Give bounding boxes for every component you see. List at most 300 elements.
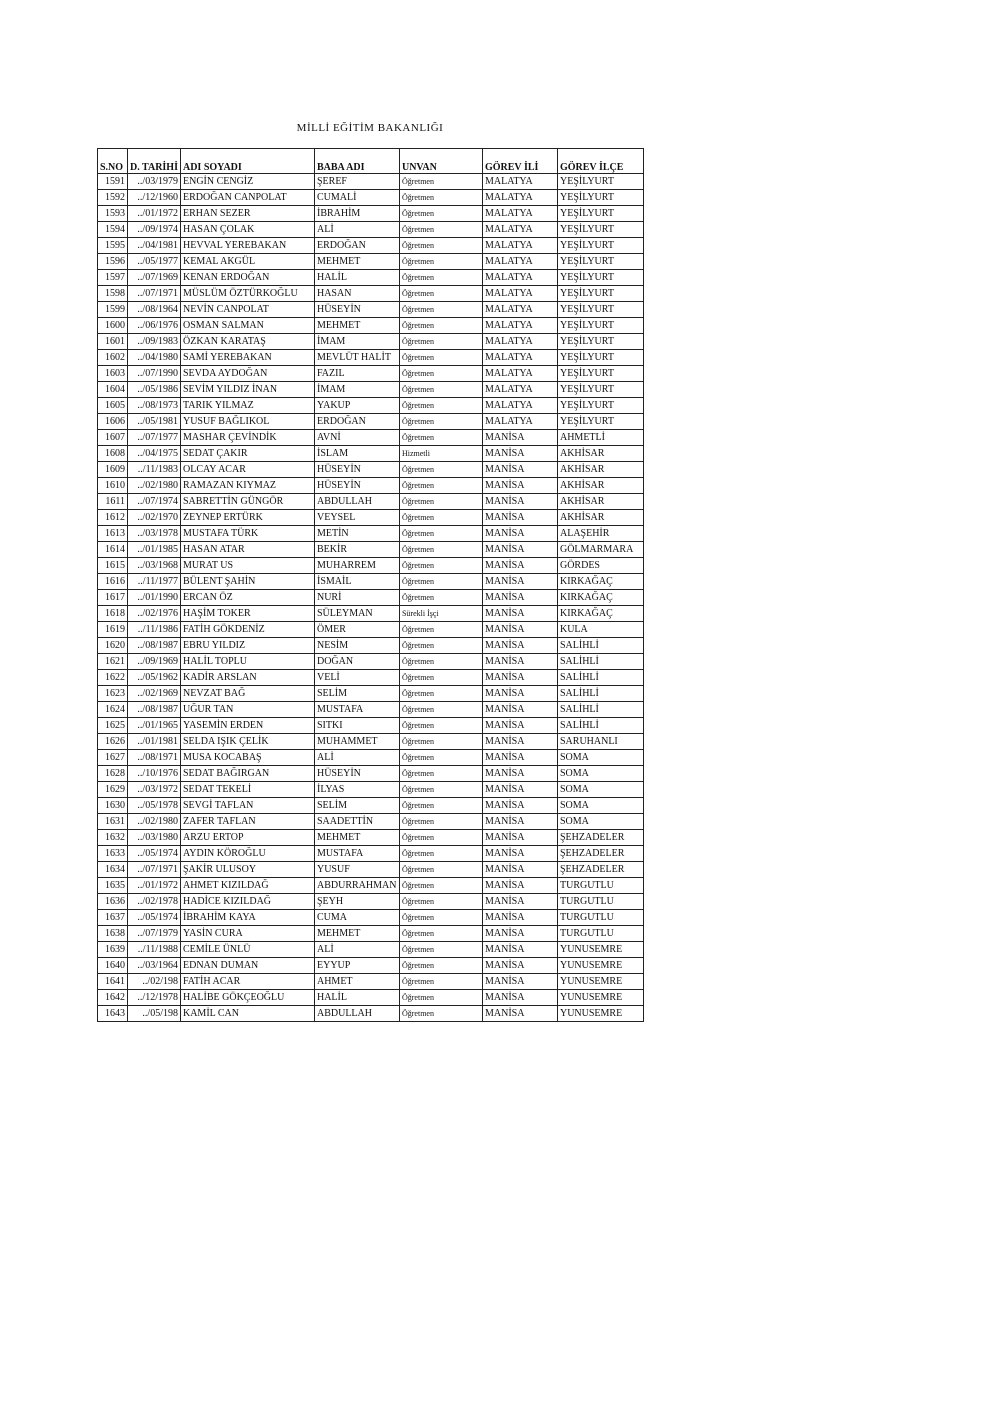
row-birth-date: ../08/1973 bbox=[128, 398, 181, 414]
row-title: Öğretmen bbox=[399, 286, 482, 302]
row-province: MANİSA bbox=[482, 622, 557, 638]
row-province: MANİSA bbox=[482, 878, 557, 894]
row-district: YUNUSEMRE bbox=[557, 942, 643, 958]
table-row bbox=[98, 702, 644, 718]
row-province: MANİSA bbox=[482, 478, 557, 494]
row-birth-date: ../05/198 bbox=[128, 1006, 181, 1022]
row-birth-date: ../11/1986 bbox=[128, 622, 181, 638]
row-father-name: MUHARREM bbox=[314, 558, 399, 574]
row-father-name: ALİ bbox=[314, 750, 399, 766]
table-row bbox=[98, 478, 644, 494]
row-full-name: HALİL TOPLU bbox=[180, 654, 314, 670]
row-district: ALAŞEHİR bbox=[557, 526, 643, 542]
row-full-name: SEVGİ TAFLAN bbox=[180, 798, 314, 814]
table-row bbox=[98, 430, 644, 446]
row-full-name: SEVDA AYDOĞAN bbox=[180, 366, 314, 382]
table-row bbox=[98, 222, 644, 238]
table-row bbox=[98, 894, 644, 910]
row-sno: 1624 bbox=[98, 702, 128, 718]
row-full-name: FATİH ACAR bbox=[180, 974, 314, 990]
row-sno: 1613 bbox=[98, 526, 128, 542]
row-title: Öğretmen bbox=[399, 750, 482, 766]
row-father-name: SITKI bbox=[314, 718, 399, 734]
row-birth-date: ../01/1972 bbox=[128, 206, 181, 222]
row-title: Öğretmen bbox=[399, 318, 482, 334]
row-sno: 1643 bbox=[98, 1006, 128, 1022]
row-district: YEŞİLYURT bbox=[557, 238, 643, 254]
row-birth-date: ../05/1974 bbox=[128, 910, 181, 926]
row-title: Öğretmen bbox=[399, 174, 482, 190]
row-title: Öğretmen bbox=[399, 590, 482, 606]
row-father-name: İMAM bbox=[314, 334, 399, 350]
row-father-name: NESİM bbox=[314, 638, 399, 654]
row-father-name: MEHMET bbox=[314, 926, 399, 942]
row-birth-date: ../02/1980 bbox=[128, 478, 181, 494]
row-district: SALİHLİ bbox=[557, 686, 643, 702]
row-title: Öğretmen bbox=[399, 622, 482, 638]
row-province: MALATYA bbox=[482, 238, 557, 254]
row-birth-date: ../05/1977 bbox=[128, 254, 181, 270]
table-row bbox=[98, 302, 644, 318]
row-father-name: AHMET bbox=[314, 974, 399, 990]
row-province: MANİSA bbox=[482, 606, 557, 622]
row-title: Öğretmen bbox=[399, 654, 482, 670]
row-birth-date: ../12/1978 bbox=[128, 990, 181, 1006]
row-title: Öğretmen bbox=[399, 990, 482, 1006]
table-row bbox=[98, 286, 644, 302]
row-province: MANİSA bbox=[482, 766, 557, 782]
personnel-table bbox=[97, 148, 644, 1022]
row-father-name: DOĞAN bbox=[314, 654, 399, 670]
row-full-name: ERDOĞAN CANPOLAT bbox=[180, 190, 314, 206]
row-birth-date: ../07/1969 bbox=[128, 270, 181, 286]
row-full-name: SEDAT TEKELİ bbox=[180, 782, 314, 798]
row-sno: 1595 bbox=[98, 238, 128, 254]
row-father-name: SÜLEYMAN bbox=[314, 606, 399, 622]
row-father-name: VELİ bbox=[314, 670, 399, 686]
row-sno: 1642 bbox=[98, 990, 128, 1006]
row-sno: 1592 bbox=[98, 190, 128, 206]
row-province: MANİSA bbox=[482, 494, 557, 510]
table-row bbox=[98, 734, 644, 750]
row-full-name: RAMAZAN KIYMAZ bbox=[180, 478, 314, 494]
row-father-name: SAADETTİN bbox=[314, 814, 399, 830]
row-district: YEŞİLYURT bbox=[557, 174, 643, 190]
row-province: MANİSA bbox=[482, 814, 557, 830]
row-sno: 1616 bbox=[98, 574, 128, 590]
row-birth-date: ../10/1976 bbox=[128, 766, 181, 782]
row-birth-date: ../05/1981 bbox=[128, 414, 181, 430]
row-sno: 1603 bbox=[98, 366, 128, 382]
row-father-name: ŞEYH bbox=[314, 894, 399, 910]
row-full-name: KEMAL AKGÜL bbox=[180, 254, 314, 270]
row-title: Öğretmen bbox=[399, 254, 482, 270]
row-birth-date: ../03/1972 bbox=[128, 782, 181, 798]
row-sno: 1632 bbox=[98, 830, 128, 846]
row-title: Öğretmen bbox=[399, 670, 482, 686]
header-full-name: ADI SOYADI bbox=[180, 149, 314, 174]
row-title: Öğretmen bbox=[399, 302, 482, 318]
row-title: Öğretmen bbox=[399, 830, 482, 846]
table-row bbox=[98, 350, 644, 366]
row-father-name: SELİM bbox=[314, 686, 399, 702]
row-district: SOMA bbox=[557, 766, 643, 782]
row-district: AKHİSAR bbox=[557, 478, 643, 494]
row-full-name: HALİBE GÖKÇEOĞLU bbox=[180, 990, 314, 1006]
table-row bbox=[98, 462, 644, 478]
row-province: MANİSA bbox=[482, 1006, 557, 1022]
row-sno: 1637 bbox=[98, 910, 128, 926]
row-district: YUNUSEMRE bbox=[557, 1006, 643, 1022]
row-sno: 1607 bbox=[98, 430, 128, 446]
row-district: TURGUTLU bbox=[557, 878, 643, 894]
row-father-name: AVNİ bbox=[314, 430, 399, 446]
row-birth-date: ../07/1974 bbox=[128, 494, 181, 510]
row-district: YUNUSEMRE bbox=[557, 990, 643, 1006]
table-row bbox=[98, 622, 644, 638]
row-sno: 1599 bbox=[98, 302, 128, 318]
row-sno: 1622 bbox=[98, 670, 128, 686]
row-father-name: ABDURRAHMAN bbox=[314, 878, 399, 894]
table-row bbox=[98, 494, 644, 510]
row-district: YEŞİLYURT bbox=[557, 318, 643, 334]
row-full-name: EBRU YILDIZ bbox=[180, 638, 314, 654]
row-title: Öğretmen bbox=[399, 734, 482, 750]
row-district: SALİHLİ bbox=[557, 670, 643, 686]
row-title: Öğretmen bbox=[399, 366, 482, 382]
row-province: MALATYA bbox=[482, 222, 557, 238]
row-full-name: NEVİN CANPOLAT bbox=[180, 302, 314, 318]
row-birth-date: ../07/1971 bbox=[128, 286, 181, 302]
row-district: ŞEHZADELER bbox=[557, 862, 643, 878]
row-sno: 1606 bbox=[98, 414, 128, 430]
row-birth-date: ../08/1964 bbox=[128, 302, 181, 318]
row-birth-date: ../07/1979 bbox=[128, 926, 181, 942]
row-father-name: MUSTAFA bbox=[314, 702, 399, 718]
row-title: Öğretmen bbox=[399, 910, 482, 926]
row-province: MANİSA bbox=[482, 798, 557, 814]
row-birth-date: ../01/1985 bbox=[128, 542, 181, 558]
row-father-name: HÜSEYİN bbox=[314, 766, 399, 782]
row-district: SOMA bbox=[557, 750, 643, 766]
row-birth-date: ../04/1975 bbox=[128, 446, 181, 462]
table-row bbox=[98, 510, 644, 526]
row-birth-date: ../07/1990 bbox=[128, 366, 181, 382]
row-province: MALATYA bbox=[482, 302, 557, 318]
row-title: Öğretmen bbox=[399, 782, 482, 798]
row-full-name: MURAT US bbox=[180, 558, 314, 574]
row-title: Öğretmen bbox=[399, 542, 482, 558]
row-sno: 1611 bbox=[98, 494, 128, 510]
row-birth-date: ../03/1978 bbox=[128, 526, 181, 542]
row-district: YEŞİLYURT bbox=[557, 222, 643, 238]
table-row bbox=[98, 606, 644, 622]
row-full-name: İBRAHİM KAYA bbox=[180, 910, 314, 926]
row-birth-date: ../05/1986 bbox=[128, 382, 181, 398]
row-birth-date: ../02/1976 bbox=[128, 606, 181, 622]
row-title: Öğretmen bbox=[399, 270, 482, 286]
table-row bbox=[98, 558, 644, 574]
row-full-name: ENGİN CENGİZ bbox=[180, 174, 314, 190]
table-row bbox=[98, 318, 644, 334]
row-sno: 1630 bbox=[98, 798, 128, 814]
row-district: SALİHLİ bbox=[557, 702, 643, 718]
row-title: Öğretmen bbox=[399, 942, 482, 958]
row-father-name: HÜSEYİN bbox=[314, 462, 399, 478]
row-province: MANİSA bbox=[482, 558, 557, 574]
row-district: SALİHLİ bbox=[557, 638, 643, 654]
row-province: MANİSA bbox=[482, 718, 557, 734]
row-district: TURGUTLU bbox=[557, 894, 643, 910]
header-birth-date: D. TARİHİ bbox=[128, 149, 181, 174]
row-full-name: KADİR ARSLAN bbox=[180, 670, 314, 686]
row-sno: 1634 bbox=[98, 862, 128, 878]
row-province: MANİSA bbox=[482, 910, 557, 926]
row-full-name: BÜLENT ŞAHİN bbox=[180, 574, 314, 590]
row-district: AHMETLİ bbox=[557, 430, 643, 446]
row-father-name: MUHAMMET bbox=[314, 734, 399, 750]
row-province: MALATYA bbox=[482, 382, 557, 398]
row-father-name: MUSTAFA bbox=[314, 846, 399, 862]
row-father-name: İSLAM bbox=[314, 446, 399, 462]
row-province: MANİSA bbox=[482, 462, 557, 478]
row-birth-date: ../04/1980 bbox=[128, 350, 181, 366]
table-row bbox=[98, 958, 644, 974]
row-province: MANİSA bbox=[482, 542, 557, 558]
row-province: MALATYA bbox=[482, 334, 557, 350]
row-sno: 1635 bbox=[98, 878, 128, 894]
row-district: SOMA bbox=[557, 798, 643, 814]
table-row bbox=[98, 414, 644, 430]
table-row bbox=[98, 654, 644, 670]
row-sno: 1627 bbox=[98, 750, 128, 766]
row-father-name: METİN bbox=[314, 526, 399, 542]
row-sno: 1593 bbox=[98, 206, 128, 222]
row-father-name: MEHMET bbox=[314, 254, 399, 270]
row-province: MANİSA bbox=[482, 926, 557, 942]
row-sno: 1614 bbox=[98, 542, 128, 558]
row-full-name: ZEYNEP ERTÜRK bbox=[180, 510, 314, 526]
row-father-name: ÖMER bbox=[314, 622, 399, 638]
header-father-name: BABA ADI bbox=[314, 149, 399, 174]
row-district: YEŞİLYURT bbox=[557, 190, 643, 206]
row-district: KIRKAĞAÇ bbox=[557, 606, 643, 622]
row-full-name: MÜSLÜM ÖZTÜRKOĞLU bbox=[180, 286, 314, 302]
row-province: MANİSA bbox=[482, 526, 557, 542]
row-title: Öğretmen bbox=[399, 814, 482, 830]
header-district: GÖREV İLÇE bbox=[557, 149, 643, 174]
row-title: Öğretmen bbox=[399, 638, 482, 654]
row-sno: 1612 bbox=[98, 510, 128, 526]
row-full-name: ŞAKİR ULUSOY bbox=[180, 862, 314, 878]
row-birth-date: ../06/1976 bbox=[128, 318, 181, 334]
row-district: GÖRDES bbox=[557, 558, 643, 574]
row-district: KIRKAĞAÇ bbox=[557, 574, 643, 590]
row-district: YEŞİLYURT bbox=[557, 414, 643, 430]
row-province: MANİSA bbox=[482, 446, 557, 462]
table-row bbox=[98, 862, 644, 878]
row-father-name: MEVLÜT HALİT bbox=[314, 350, 399, 366]
row-full-name: YASEMİN ERDEN bbox=[180, 718, 314, 734]
row-district: YEŞİLYURT bbox=[557, 366, 643, 382]
row-title: Öğretmen bbox=[399, 878, 482, 894]
table-header-row bbox=[98, 149, 644, 174]
row-province: MALATYA bbox=[482, 366, 557, 382]
row-father-name: HALİL bbox=[314, 990, 399, 1006]
row-title: Öğretmen bbox=[399, 798, 482, 814]
row-father-name: ABDULLAH bbox=[314, 1006, 399, 1022]
row-birth-date: ../03/1964 bbox=[128, 958, 181, 974]
table-row bbox=[98, 718, 644, 734]
row-title: Öğretmen bbox=[399, 574, 482, 590]
table-row bbox=[98, 990, 644, 1006]
row-father-name: HÜSEYİN bbox=[314, 478, 399, 494]
row-province: MANİSA bbox=[482, 862, 557, 878]
row-sno: 1625 bbox=[98, 718, 128, 734]
row-birth-date: ../11/1988 bbox=[128, 942, 181, 958]
row-sno: 1623 bbox=[98, 686, 128, 702]
table-row bbox=[98, 526, 644, 542]
row-father-name: HÜSEYİN bbox=[314, 302, 399, 318]
row-district: ŞEHZADELER bbox=[557, 846, 643, 862]
row-father-name: İMAM bbox=[314, 382, 399, 398]
row-sno: 1608 bbox=[98, 446, 128, 462]
row-birth-date: ../01/1981 bbox=[128, 734, 181, 750]
row-district: YEŞİLYURT bbox=[557, 270, 643, 286]
row-title: Öğretmen bbox=[399, 510, 482, 526]
row-sno: 1602 bbox=[98, 350, 128, 366]
row-birth-date: ../02/198 bbox=[128, 974, 181, 990]
row-province: MALATYA bbox=[482, 286, 557, 302]
row-full-name: KAMİL CAN bbox=[180, 1006, 314, 1022]
table-row bbox=[98, 782, 644, 798]
row-father-name: SELİM bbox=[314, 798, 399, 814]
row-father-name: ALİ bbox=[314, 942, 399, 958]
row-father-name: ABDULLAH bbox=[314, 494, 399, 510]
row-district: SOMA bbox=[557, 782, 643, 798]
row-title: Öğretmen bbox=[399, 526, 482, 542]
row-full-name: EDNAN DUMAN bbox=[180, 958, 314, 974]
row-sno: 1601 bbox=[98, 334, 128, 350]
row-title: Öğretmen bbox=[399, 494, 482, 510]
row-full-name: HASAN ATAR bbox=[180, 542, 314, 558]
row-province: MANİSA bbox=[482, 734, 557, 750]
row-full-name: ZAFER TAFLAN bbox=[180, 814, 314, 830]
row-province: MALATYA bbox=[482, 270, 557, 286]
table-row bbox=[98, 926, 644, 942]
row-sno: 1628 bbox=[98, 766, 128, 782]
row-title: Öğretmen bbox=[399, 350, 482, 366]
row-sno: 1609 bbox=[98, 462, 128, 478]
table-row bbox=[98, 798, 644, 814]
row-father-name: ERDOĞAN bbox=[314, 238, 399, 254]
row-district: YEŞİLYURT bbox=[557, 254, 643, 270]
row-province: MALATYA bbox=[482, 398, 557, 414]
row-province: MANİSA bbox=[482, 974, 557, 990]
row-province: MALATYA bbox=[482, 318, 557, 334]
row-full-name: FATİH GÖKDENİZ bbox=[180, 622, 314, 638]
row-birth-date: ../05/1962 bbox=[128, 670, 181, 686]
row-father-name: ERDOĞAN bbox=[314, 414, 399, 430]
row-full-name: MUSTAFA TÜRK bbox=[180, 526, 314, 542]
row-title: Öğretmen bbox=[399, 206, 482, 222]
row-full-name: ERHAN SEZER bbox=[180, 206, 314, 222]
table-row bbox=[98, 574, 644, 590]
row-father-name: CUMALİ bbox=[314, 190, 399, 206]
row-province: MANİSA bbox=[482, 846, 557, 862]
row-district: YEŞİLYURT bbox=[557, 334, 643, 350]
row-birth-date: ../12/1960 bbox=[128, 190, 181, 206]
row-title: Öğretmen bbox=[399, 478, 482, 494]
table-row bbox=[98, 830, 644, 846]
row-title: Öğretmen bbox=[399, 190, 482, 206]
row-province: MANİSA bbox=[482, 750, 557, 766]
row-birth-date: ../08/1971 bbox=[128, 750, 181, 766]
row-birth-date: ../11/1983 bbox=[128, 462, 181, 478]
table-row bbox=[98, 750, 644, 766]
row-full-name: HASAN ÇOLAK bbox=[180, 222, 314, 238]
row-full-name: NEVZAT BAĞ bbox=[180, 686, 314, 702]
row-title: Öğretmen bbox=[399, 430, 482, 446]
row-sno: 1594 bbox=[98, 222, 128, 238]
row-title: Öğretmen bbox=[399, 222, 482, 238]
row-province: MANİSA bbox=[482, 590, 557, 606]
row-district: KIRKAĞAÇ bbox=[557, 590, 643, 606]
row-province: MALATYA bbox=[482, 174, 557, 190]
row-district: SOMA bbox=[557, 814, 643, 830]
row-full-name: ERCAN ÖZ bbox=[180, 590, 314, 606]
row-title: Öğretmen bbox=[399, 558, 482, 574]
row-sno: 1597 bbox=[98, 270, 128, 286]
row-province: MANİSA bbox=[482, 830, 557, 846]
row-father-name: FAZIL bbox=[314, 366, 399, 382]
table-row bbox=[98, 846, 644, 862]
row-full-name: SEDAT BAĞIRGAN bbox=[180, 766, 314, 782]
row-father-name: EYYUP bbox=[314, 958, 399, 974]
row-province: MALATYA bbox=[482, 414, 557, 430]
row-district: YEŞİLYURT bbox=[557, 302, 643, 318]
row-birth-date: ../07/1977 bbox=[128, 430, 181, 446]
row-father-name: BEKİR bbox=[314, 542, 399, 558]
row-full-name: YASİN CURA bbox=[180, 926, 314, 942]
row-full-name: YUSUF BAĞLIKOL bbox=[180, 414, 314, 430]
row-birth-date: ../02/1978 bbox=[128, 894, 181, 910]
table-row bbox=[98, 590, 644, 606]
row-district: YUNUSEMRE bbox=[557, 974, 643, 990]
row-father-name: MEHMET bbox=[314, 830, 399, 846]
header-province: GÖREV İLİ bbox=[482, 149, 557, 174]
row-birth-date: ../09/1969 bbox=[128, 654, 181, 670]
table-row bbox=[98, 910, 644, 926]
row-sno: 1604 bbox=[98, 382, 128, 398]
header-title: UNVAN bbox=[399, 149, 482, 174]
row-sno: 1615 bbox=[98, 558, 128, 574]
row-title: Sürekli İşçi bbox=[399, 606, 482, 622]
row-full-name: ÖZKAN KARATAŞ bbox=[180, 334, 314, 350]
row-sno: 1629 bbox=[98, 782, 128, 798]
row-father-name: VEYSEL bbox=[314, 510, 399, 526]
row-sno: 1620 bbox=[98, 638, 128, 654]
row-province: MANİSA bbox=[482, 958, 557, 974]
row-district: ŞEHZADELER bbox=[557, 830, 643, 846]
row-sno: 1641 bbox=[98, 974, 128, 990]
row-father-name: YUSUF bbox=[314, 862, 399, 878]
row-birth-date: ../07/1971 bbox=[128, 862, 181, 878]
row-birth-date: ../03/1968 bbox=[128, 558, 181, 574]
header-sno: S.NO bbox=[98, 149, 128, 174]
table-row bbox=[98, 238, 644, 254]
row-full-name: TARIK YILMAZ bbox=[180, 398, 314, 414]
